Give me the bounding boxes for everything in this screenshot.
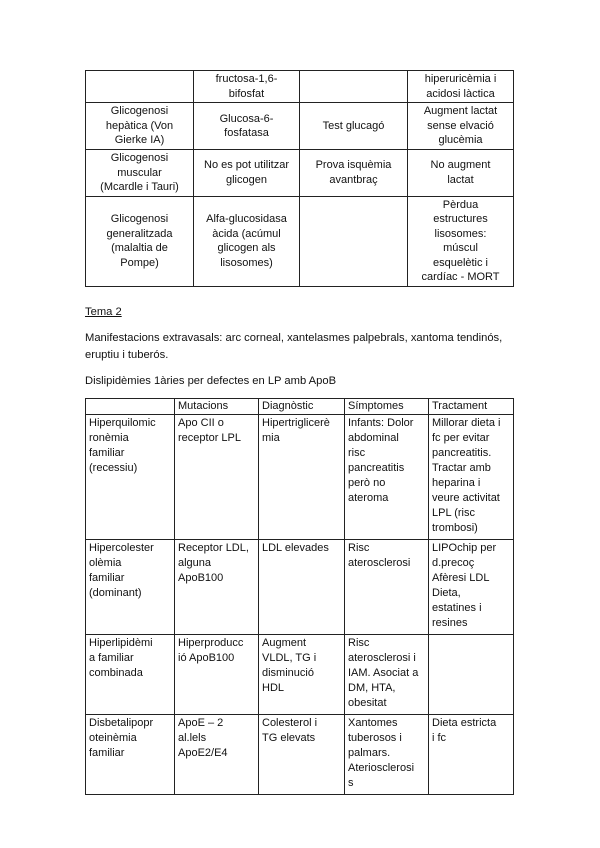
table-cell: Xantomes tuberosos i palmars. Ateriosclerosi s bbox=[345, 715, 429, 795]
table-header-row bbox=[86, 399, 514, 415]
table-cell: hiperuricèmia i acidosi làctica bbox=[408, 71, 514, 103]
table-cell: Hipercolester olèmia familiar (dominant) bbox=[86, 540, 175, 635]
table-cell: Glucosa-6- fosfatasa bbox=[194, 103, 300, 150]
table-cell: ApoE – 2 al.lels ApoE2/E4 bbox=[175, 715, 259, 795]
table-row bbox=[86, 635, 514, 715]
table-cell bbox=[429, 635, 514, 715]
table-cell: fructosa-1,6- bifosfat bbox=[194, 71, 300, 103]
table-cell: Glicogenosi hepàtica (Von Gierke IA) bbox=[86, 103, 194, 150]
table-cell: Receptor LDL, alguna ApoB100 bbox=[175, 540, 259, 635]
table-row bbox=[86, 540, 514, 635]
table-cell bbox=[86, 71, 194, 103]
table-cell: No augment lactat bbox=[408, 150, 514, 197]
table-row bbox=[86, 103, 514, 150]
table-cell: Risc aterosclerosi bbox=[345, 540, 429, 635]
table-cell: Test glucagó bbox=[300, 103, 408, 150]
table-row bbox=[86, 415, 514, 540]
dislipidemies-title: Dislipidèmies 1àries per defectes en LP amb ApoB bbox=[85, 375, 337, 387]
table-cell: No es pot utilitzar glicogen bbox=[194, 150, 300, 197]
table-cell: Hiperproducc ió ApoB100 bbox=[175, 635, 259, 715]
lipid-table bbox=[85, 398, 514, 795]
table-header-cell: Tractament bbox=[429, 399, 514, 415]
table-cell: Dieta estricta i fc bbox=[429, 715, 514, 795]
table-cell: Glicogenosi muscular (Mcardle i Tauri) bbox=[86, 150, 194, 197]
table-cell: Augment VLDL, TG i disminució HDL bbox=[259, 635, 345, 715]
table-cell: Risc aterosclerosi i IAM. Asociat a DM, HTA, obesitat bbox=[345, 635, 429, 715]
table-header-cell bbox=[86, 399, 175, 415]
table-cell: Disbetalipopr oteinèmia familiar bbox=[86, 715, 175, 795]
table-cell bbox=[300, 196, 408, 286]
table-cell: Apo CII o receptor LPL bbox=[175, 415, 259, 540]
table-cell: Alfa-glucosidasa àcida (acúmul glicogen als lisosomes) bbox=[194, 196, 300, 286]
table-cell: Augment lactat sense elvació glucèmia bbox=[408, 103, 514, 150]
table-row bbox=[86, 715, 514, 795]
table-row bbox=[86, 196, 514, 286]
table-row bbox=[86, 150, 514, 197]
table-cell: Hipertriglicerè mia bbox=[259, 415, 345, 540]
table-cell: LIPOchip per d.precoç Afèresi LDL Dieta, estatines i resines bbox=[429, 540, 514, 635]
table-header-cell: Mutacions bbox=[175, 399, 259, 415]
table-cell: LDL elevades bbox=[259, 540, 345, 635]
table-cell: Pèrdua estructures lisosomes: múscul esquelètic i cardíac - MORT bbox=[408, 196, 514, 286]
section-heading: Tema 2 bbox=[85, 306, 122, 318]
table-header-cell: Símptomes bbox=[345, 399, 429, 415]
table-cell: Glicogenosi generalitzada (malaltia de Pompe) bbox=[86, 196, 194, 286]
table-cell bbox=[300, 71, 408, 103]
table-row bbox=[86, 71, 514, 103]
glycogen-table bbox=[85, 70, 514, 287]
table-cell: Colesterol i TG elevats bbox=[259, 715, 345, 795]
table-cell: Hiperlipidèmi a familiar combinada bbox=[86, 635, 175, 715]
manifestations-paragraph: Manifestacions extravasals: arc corneal, xantelasmes palpebrals, xantoma tendinós, eruptiu i tuberós. bbox=[85, 332, 503, 361]
table-cell: Prova isquèmia avantbraç bbox=[300, 150, 408, 197]
table-header-cell: Diagnòstic bbox=[259, 399, 345, 415]
table-cell: Millorar dieta i fc per evitar pancreatitis. Tractar amb heparina i veure activitat LPL (risc trombosi) bbox=[429, 415, 514, 540]
table-cell: Hiperquilomic ronèmia familiar (recessiu) bbox=[86, 415, 175, 540]
table-cell: Infants: Dolor abdominal risc pancreatitis però no ateroma bbox=[345, 415, 429, 540]
